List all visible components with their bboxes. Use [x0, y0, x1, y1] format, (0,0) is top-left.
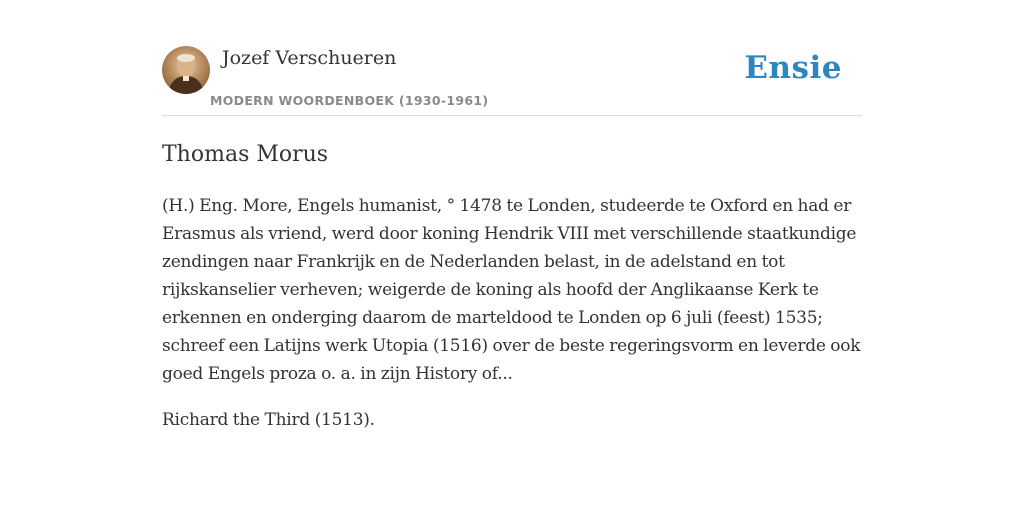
avatar[interactable]: [162, 46, 210, 94]
article-card: [162, 44, 862, 452]
author-name[interactable]: Jozef Verschueren: [222, 47, 397, 69]
author-portrait-icon: [162, 46, 210, 94]
article-body: [162, 192, 862, 434]
source-label[interactable]: MODERN WOORDENBOEK (1930-1961): [210, 93, 489, 108]
article-title: Thomas Morus: [162, 142, 329, 167]
article-paragraph: Richard the Third (1513).: [162, 410, 375, 430]
article-header: [162, 44, 862, 116]
article-paragraph: (H.) Eng. More, Engels humanist, ° 1478 te Londen, studeerde te Oxford en had er Erasmus als vriend, werd door koning Hendrik VIII met verschillende staatkundige zendingen naar Frankrijk en de Nederlanden belast, in de adelstand en tot rijkskanselier verheven; weigerde de koning als hoofd der Anglikaanse Kerk te erkennen en onderging daarom de marteldood te Londen op 6 juli (feest) 1535; schreef een Latijns werk Utopia (1516) over de beste regeringsvorm en leverde ook goed Engels proza o. a. in zijn History of...: [162, 196, 861, 384]
ensie-logo[interactable]: Ensie: [744, 50, 842, 86]
